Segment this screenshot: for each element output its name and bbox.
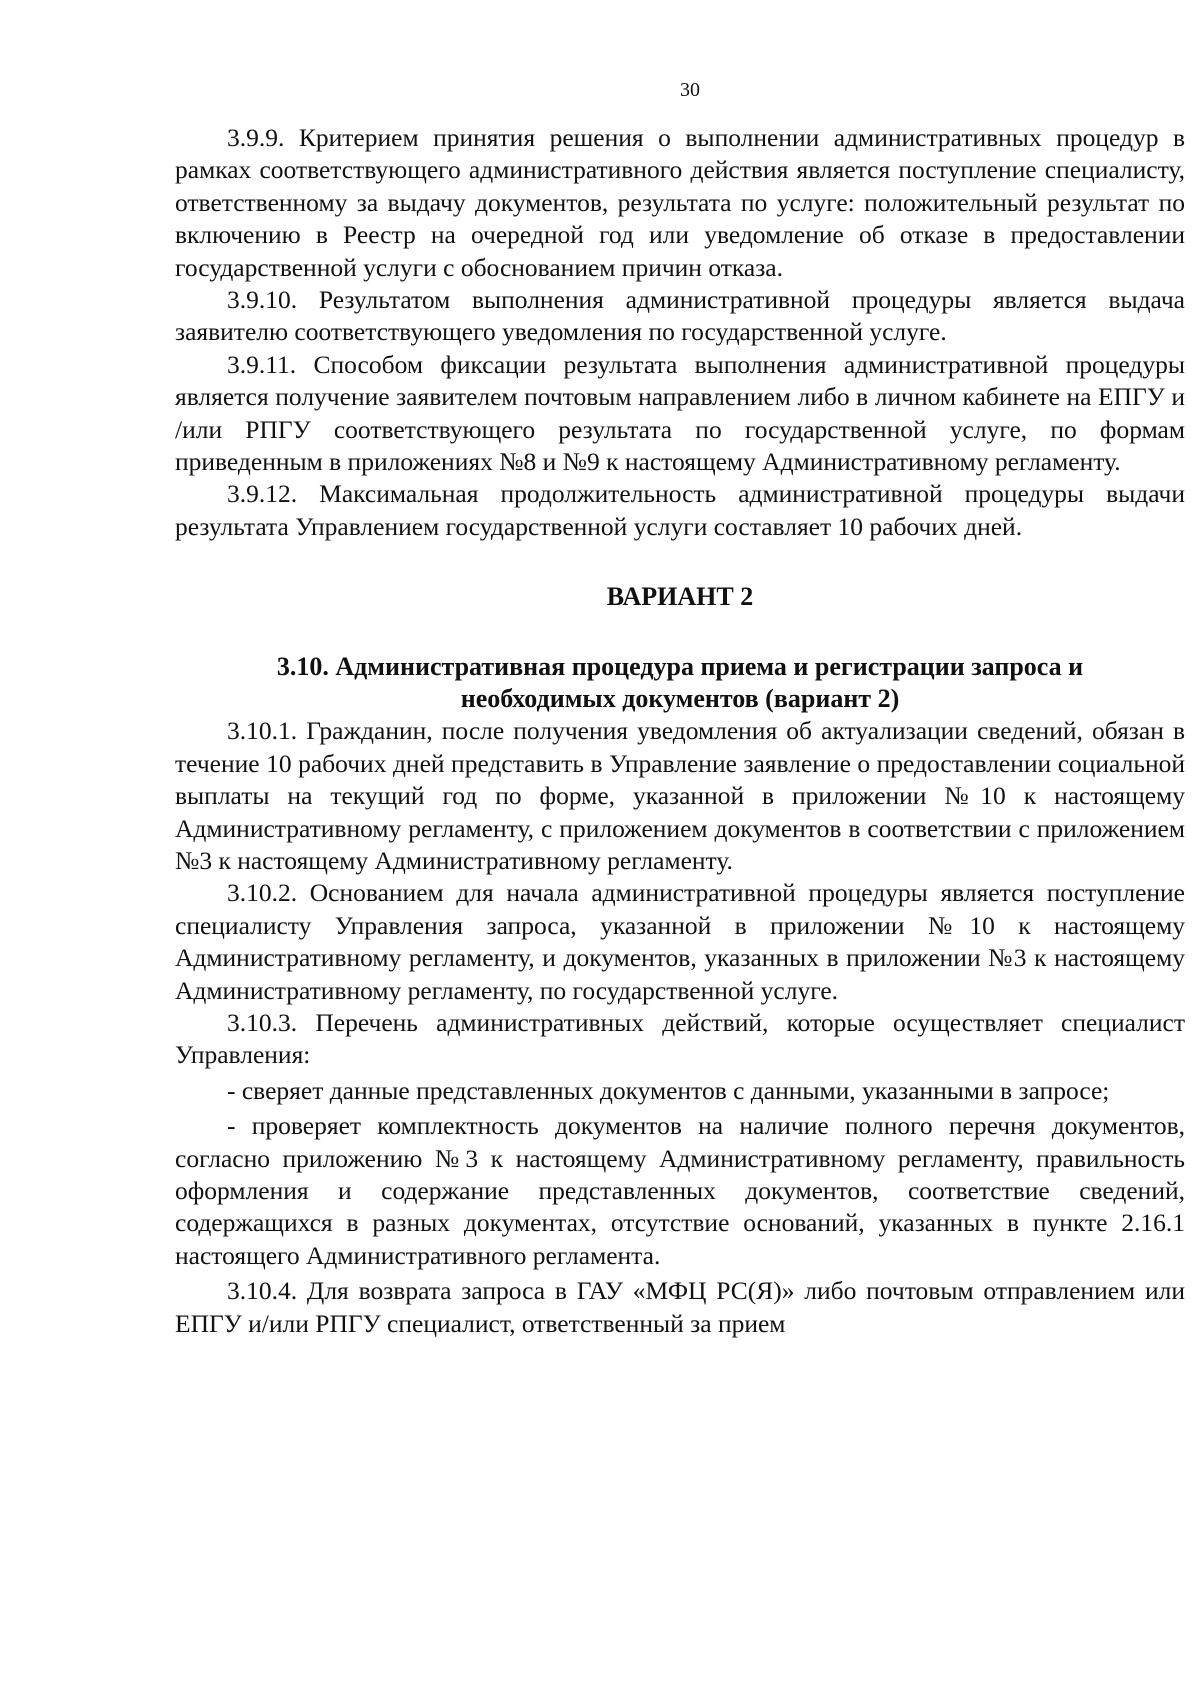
paragraph-3-10-3: 3.10.3. Перечень административных действий, которые осуществляет специалист Управления: bbox=[175, 1007, 1185, 1070]
paragraph-3-10-2: 3.10.2. Основанием для начала административной процедуры является поступление специалисту Управления запроса, указанной в приложении №10 к настоящему Административному регламенту, и документов, указанных в приложении №3 к настоящему Административному регламенту, по государственной услуге. bbox=[175, 878, 1185, 1005]
page-number: 30 bbox=[680, 79, 700, 101]
list-item-check-completeness: - проверяет комплектность документов на наличие полного перечня документов, согласно приложению №3 к настоящему Административному регламенту, правильность оформления и содержание представленных документов, соответствие сведений, содержащихся в разных документах, отсутствие оснований, указанных в пункте 2.16.1 настоящего Административного регламента. bbox=[175, 1111, 1185, 1270]
document-body bbox=[175, 122, 1185, 1340]
paragraph-3-9-11: 3.9.11. Способом фиксации результата выполнения административной процедуры является получение заявителем почтовым направлением либо в личном кабинете на ЕПГУ и /или РПГУ соответствующего результата по государственной услуге, по формам приведенным в приложениях №8 и №9 к настоящему Административному регламенту. bbox=[175, 349, 1185, 477]
paragraph-3-10-4: 3.10.4. Для возврата запроса в ГАУ «МФЦ РС(Я)» либо почтовым отправлением или ЕПГУ и/или РПГУ специалист, ответственный за прием bbox=[175, 1276, 1185, 1338]
list-item-verify: - сверяет данные представленных документов с данными, указанными в запросе; bbox=[227, 1075, 1110, 1105]
variant-heading: ВАРИАНТ 2 bbox=[606, 582, 754, 612]
paragraph-3-10-1: 3.10.1. Гражданин, после получения уведомления об актуализации сведений, обязан в течение 10 рабочих дней представить в Управление заявление о предоставлении социальной выплаты на текущий год по форме, указанной в приложении №10 к настоящему Административному регламенту, с приложением документов в соответствии с приложением №3 к настоящему Административному регламенту. bbox=[175, 716, 1185, 875]
paragraph-3-9-9: 3.9.9. Критерием принятия решения о выполнении административных процедур в рамках соответствующего административного действия является поступление специалисту, ответственному за выдачу документов, результата по услуге: положительный результат по включению в Реестр на очередной год или уведомление об отказе в предоставлении государственной услуги с обоснованием причин отказа. bbox=[175, 123, 1185, 282]
section-heading-line-2: необходимых документов (вариант 2) bbox=[460, 684, 900, 714]
section-heading bbox=[175, 651, 1185, 715]
paragraph-3-9-12: 3.9.12. Максимальная продолжительность административной процедуры выдачи результата Управлением государственной услуги составляет 10 рабочих дней. bbox=[175, 479, 1185, 541]
section-heading-line-1: 3.10. Административная процедура приема и регистрации запроса и bbox=[276, 652, 1084, 682]
paragraph-3-9-10: 3.9.10. Результатом выполнения административной процедуры является выдача заявителю соответствующего уведомления по государственной услуге. bbox=[175, 285, 1185, 347]
